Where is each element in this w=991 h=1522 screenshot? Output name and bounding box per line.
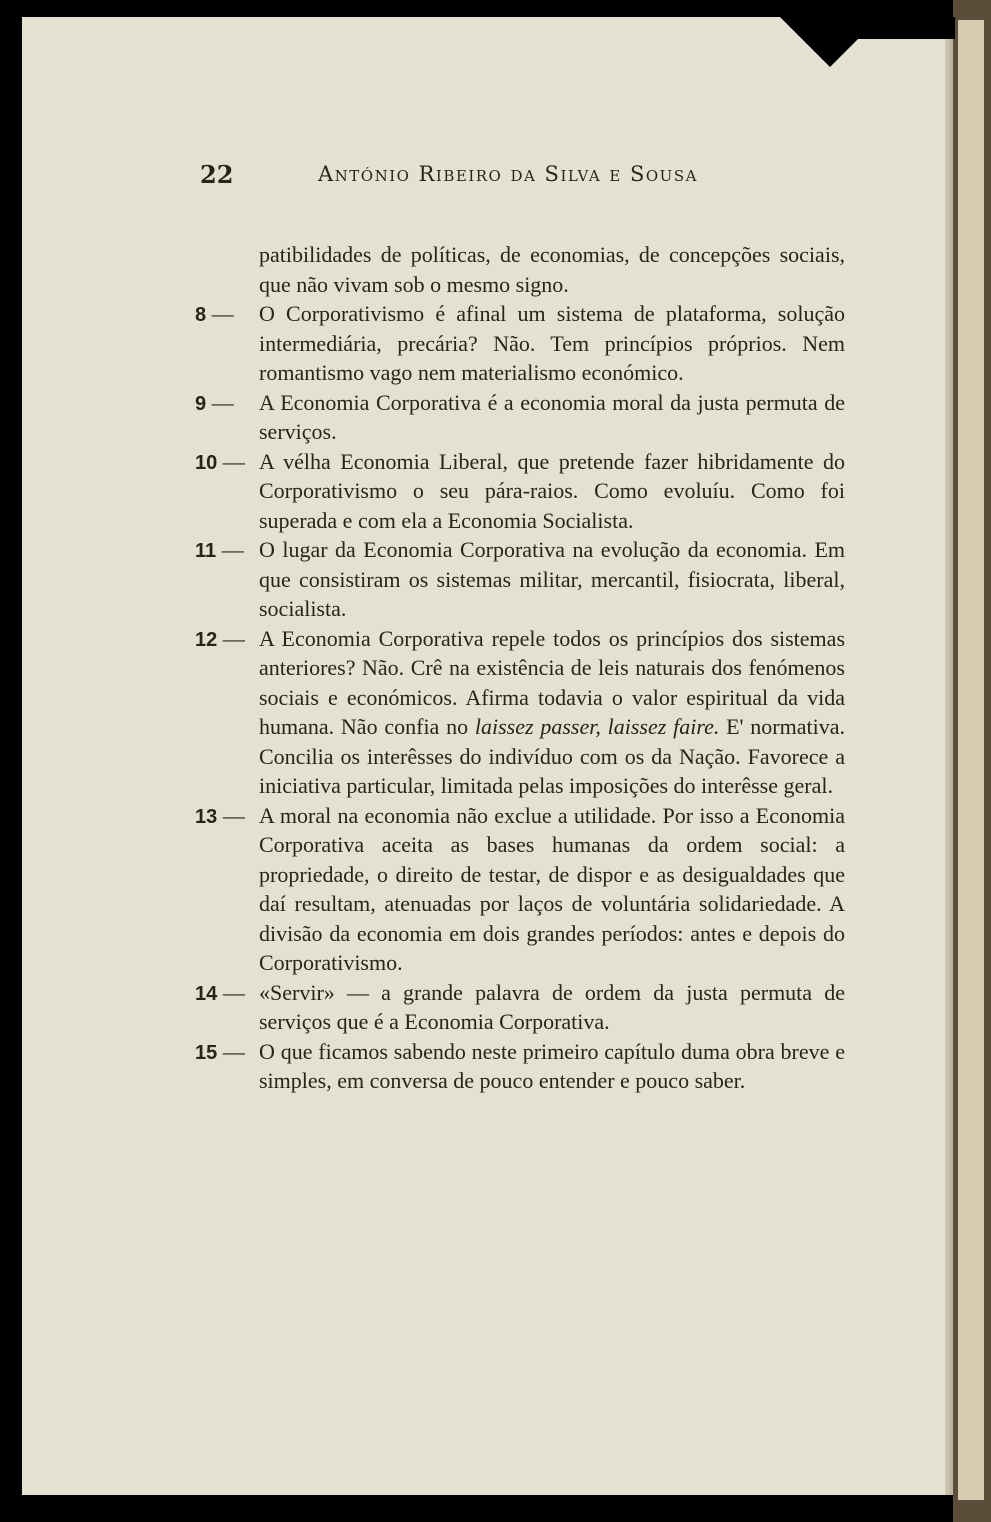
item-text: O que ficamos sabendo neste primeiro capítulo duma obra breve e simples, em conversa de pouco entender e pouco saber. bbox=[259, 1038, 845, 1093]
list-item bbox=[195, 299, 845, 388]
item-number: 10 — bbox=[195, 448, 245, 474]
item-text: A Economia Corporativa é a economia moral da justa permuta de serviços. bbox=[259, 389, 845, 444]
item-text: A moral na economia não exclue a utilidade. Por isso a Economia Corporativa aceita as bases humanas da ordem social: a propriedade, o direito de testar, de dispor e as desigualdades que daí resultam, atenuadas por laços de voluntária solidariedade. A divisão da economia em dois grandes períodos: antes e depois do Corporativismo. bbox=[259, 802, 845, 975]
item-text: «Servir» — a grande palavra de ordem da justa permuta de serviços que é a Economia Corporativa. bbox=[259, 979, 845, 1034]
page-body bbox=[195, 240, 845, 1096]
italic-phrase: laissez passer, laissez faire. bbox=[474, 714, 720, 739]
continuation-paragraph: patibilidades de políticas, de economias, de concepções sociais, que não vivam sob o mesmo signo. bbox=[259, 242, 845, 297]
item-number: 11 — bbox=[195, 537, 244, 562]
item-number: 13 — bbox=[195, 802, 245, 828]
item-text: A vélha Economia Liberal, que pretende fazer hibridamente do Corporativismo o seu pára-raios. Como evoluíu. Como foi superada e com ela a Economia Socialista. bbox=[259, 448, 845, 533]
list-item bbox=[195, 535, 845, 624]
item-number: 9 — bbox=[195, 389, 234, 415]
list-item bbox=[195, 624, 845, 801]
next-page-paper bbox=[958, 20, 984, 1500]
item-number: 14 — bbox=[195, 979, 245, 1005]
running-head-author: António Ribeiro da Silva e Sousa bbox=[318, 162, 698, 186]
item-number: 15 — bbox=[195, 1038, 245, 1064]
list-item bbox=[195, 801, 845, 978]
item-number: 8 — bbox=[195, 301, 234, 326]
list-item bbox=[195, 1037, 845, 1096]
list-item bbox=[195, 447, 845, 536]
item-text: A Economia Corporativa repele todos os princípios dos sistemas anteriores? Não. Crê na existência de leis naturais dos fenómenos sociais e económicos. Afirma todavia o valor espiritual da vida humana. Não confia no laissez passer, laissez faire. E' normativa. Concilia os interêsses do indivíduo com os da Nação. Favorece a iniciativa particular, limitada pelas imposições do interêsse geral. bbox=[259, 625, 845, 798]
page-number: 22 bbox=[200, 160, 234, 189]
item-text: O Corporativismo é afinal um sistema de plataforma, solução intermediária, precária? Não. Tem princípios próprios. Nem romantismo vago nem materialismo económico. bbox=[259, 301, 845, 385]
list-item bbox=[195, 388, 845, 447]
list-item bbox=[195, 978, 845, 1037]
item-text: O lugar da Economia Corporativa na evolução da economia. Em que consistiram os sistemas militar, mercantil, fisiocrata, liberal, socialista. bbox=[259, 537, 845, 621]
page-fold bbox=[945, 17, 953, 1495]
torn-edge bbox=[820, 17, 955, 39]
item-number: 12 — bbox=[195, 625, 245, 651]
